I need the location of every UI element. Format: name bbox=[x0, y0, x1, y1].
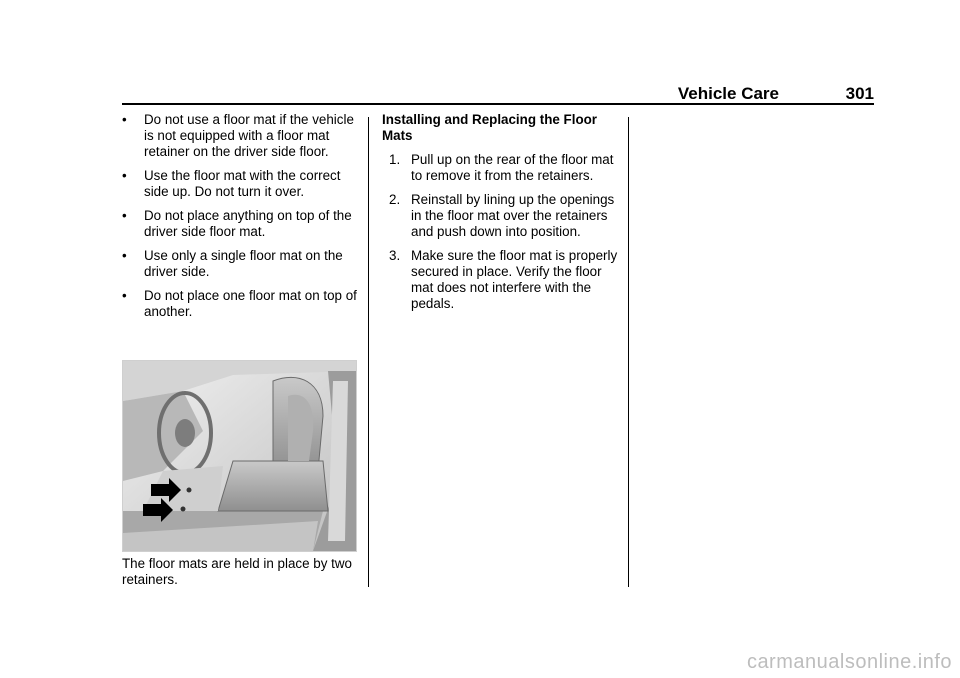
floor-mat-retainer-illustration bbox=[122, 360, 357, 552]
step-text: Pull up on the rear of the floor mat to remove it from the retainers. bbox=[411, 152, 614, 183]
list-item bbox=[122, 112, 358, 160]
step-text: Reinstall by lining up the openings in the floor mat over the retainers and push down into position. bbox=[411, 192, 615, 239]
car-interior-drawing bbox=[123, 361, 356, 551]
list-item bbox=[122, 168, 358, 200]
bullet-text: Use the floor mat with the correct side up. Do not turn it over. bbox=[144, 168, 341, 199]
step-number: 3. bbox=[389, 248, 401, 263]
column-divider-left bbox=[368, 117, 369, 587]
list-item bbox=[122, 248, 358, 280]
bullet-text: Use only a single floor mat on the driver side. bbox=[144, 248, 343, 279]
step-number: 1. bbox=[389, 152, 401, 167]
bullet-text: Do not place one floor mat on top of another. bbox=[144, 288, 357, 319]
bullet-text: Do not use a floor mat if the vehicle is not equipped with a floor mat retainer on the driver side floor. bbox=[144, 112, 354, 159]
list-item bbox=[382, 152, 618, 184]
bullet-icon: • bbox=[122, 208, 127, 223]
section-title: Vehicle Care bbox=[677, 84, 779, 103]
step-text: Make sure the floor mat is properly secured in place. Verify the floor mat does not interfere with the pedals. bbox=[411, 248, 618, 311]
step-number: 2. bbox=[389, 192, 401, 207]
bullet-icon: • bbox=[122, 168, 127, 183]
retainer-marker bbox=[181, 507, 186, 512]
page-number: 301 bbox=[845, 84, 874, 103]
list-item bbox=[382, 248, 618, 312]
watermark bbox=[0, 651, 960, 674]
list-item bbox=[122, 288, 358, 320]
bullet-text: Do not place anything on top of the driver side floor mat. bbox=[144, 208, 352, 239]
warning-bullet-list bbox=[122, 112, 358, 320]
column-divider-right bbox=[628, 117, 629, 587]
watermark-text: carmanualsonline.info bbox=[746, 651, 952, 673]
figure-caption: The floor mats are held in place by two retainers. bbox=[122, 556, 352, 587]
steps-list bbox=[382, 152, 618, 312]
header-rule bbox=[122, 103, 874, 105]
list-item bbox=[122, 208, 358, 240]
page-header bbox=[0, 80, 874, 104]
left-column bbox=[122, 112, 358, 328]
bullet-icon: • bbox=[122, 288, 127, 303]
bullet-icon: • bbox=[122, 112, 127, 127]
list-item bbox=[382, 192, 618, 240]
middle-column bbox=[382, 112, 618, 320]
section-heading: Installing and Replacing the Floor Mats bbox=[382, 112, 598, 143]
retainer-marker bbox=[187, 488, 192, 493]
bullet-icon: • bbox=[122, 248, 127, 263]
